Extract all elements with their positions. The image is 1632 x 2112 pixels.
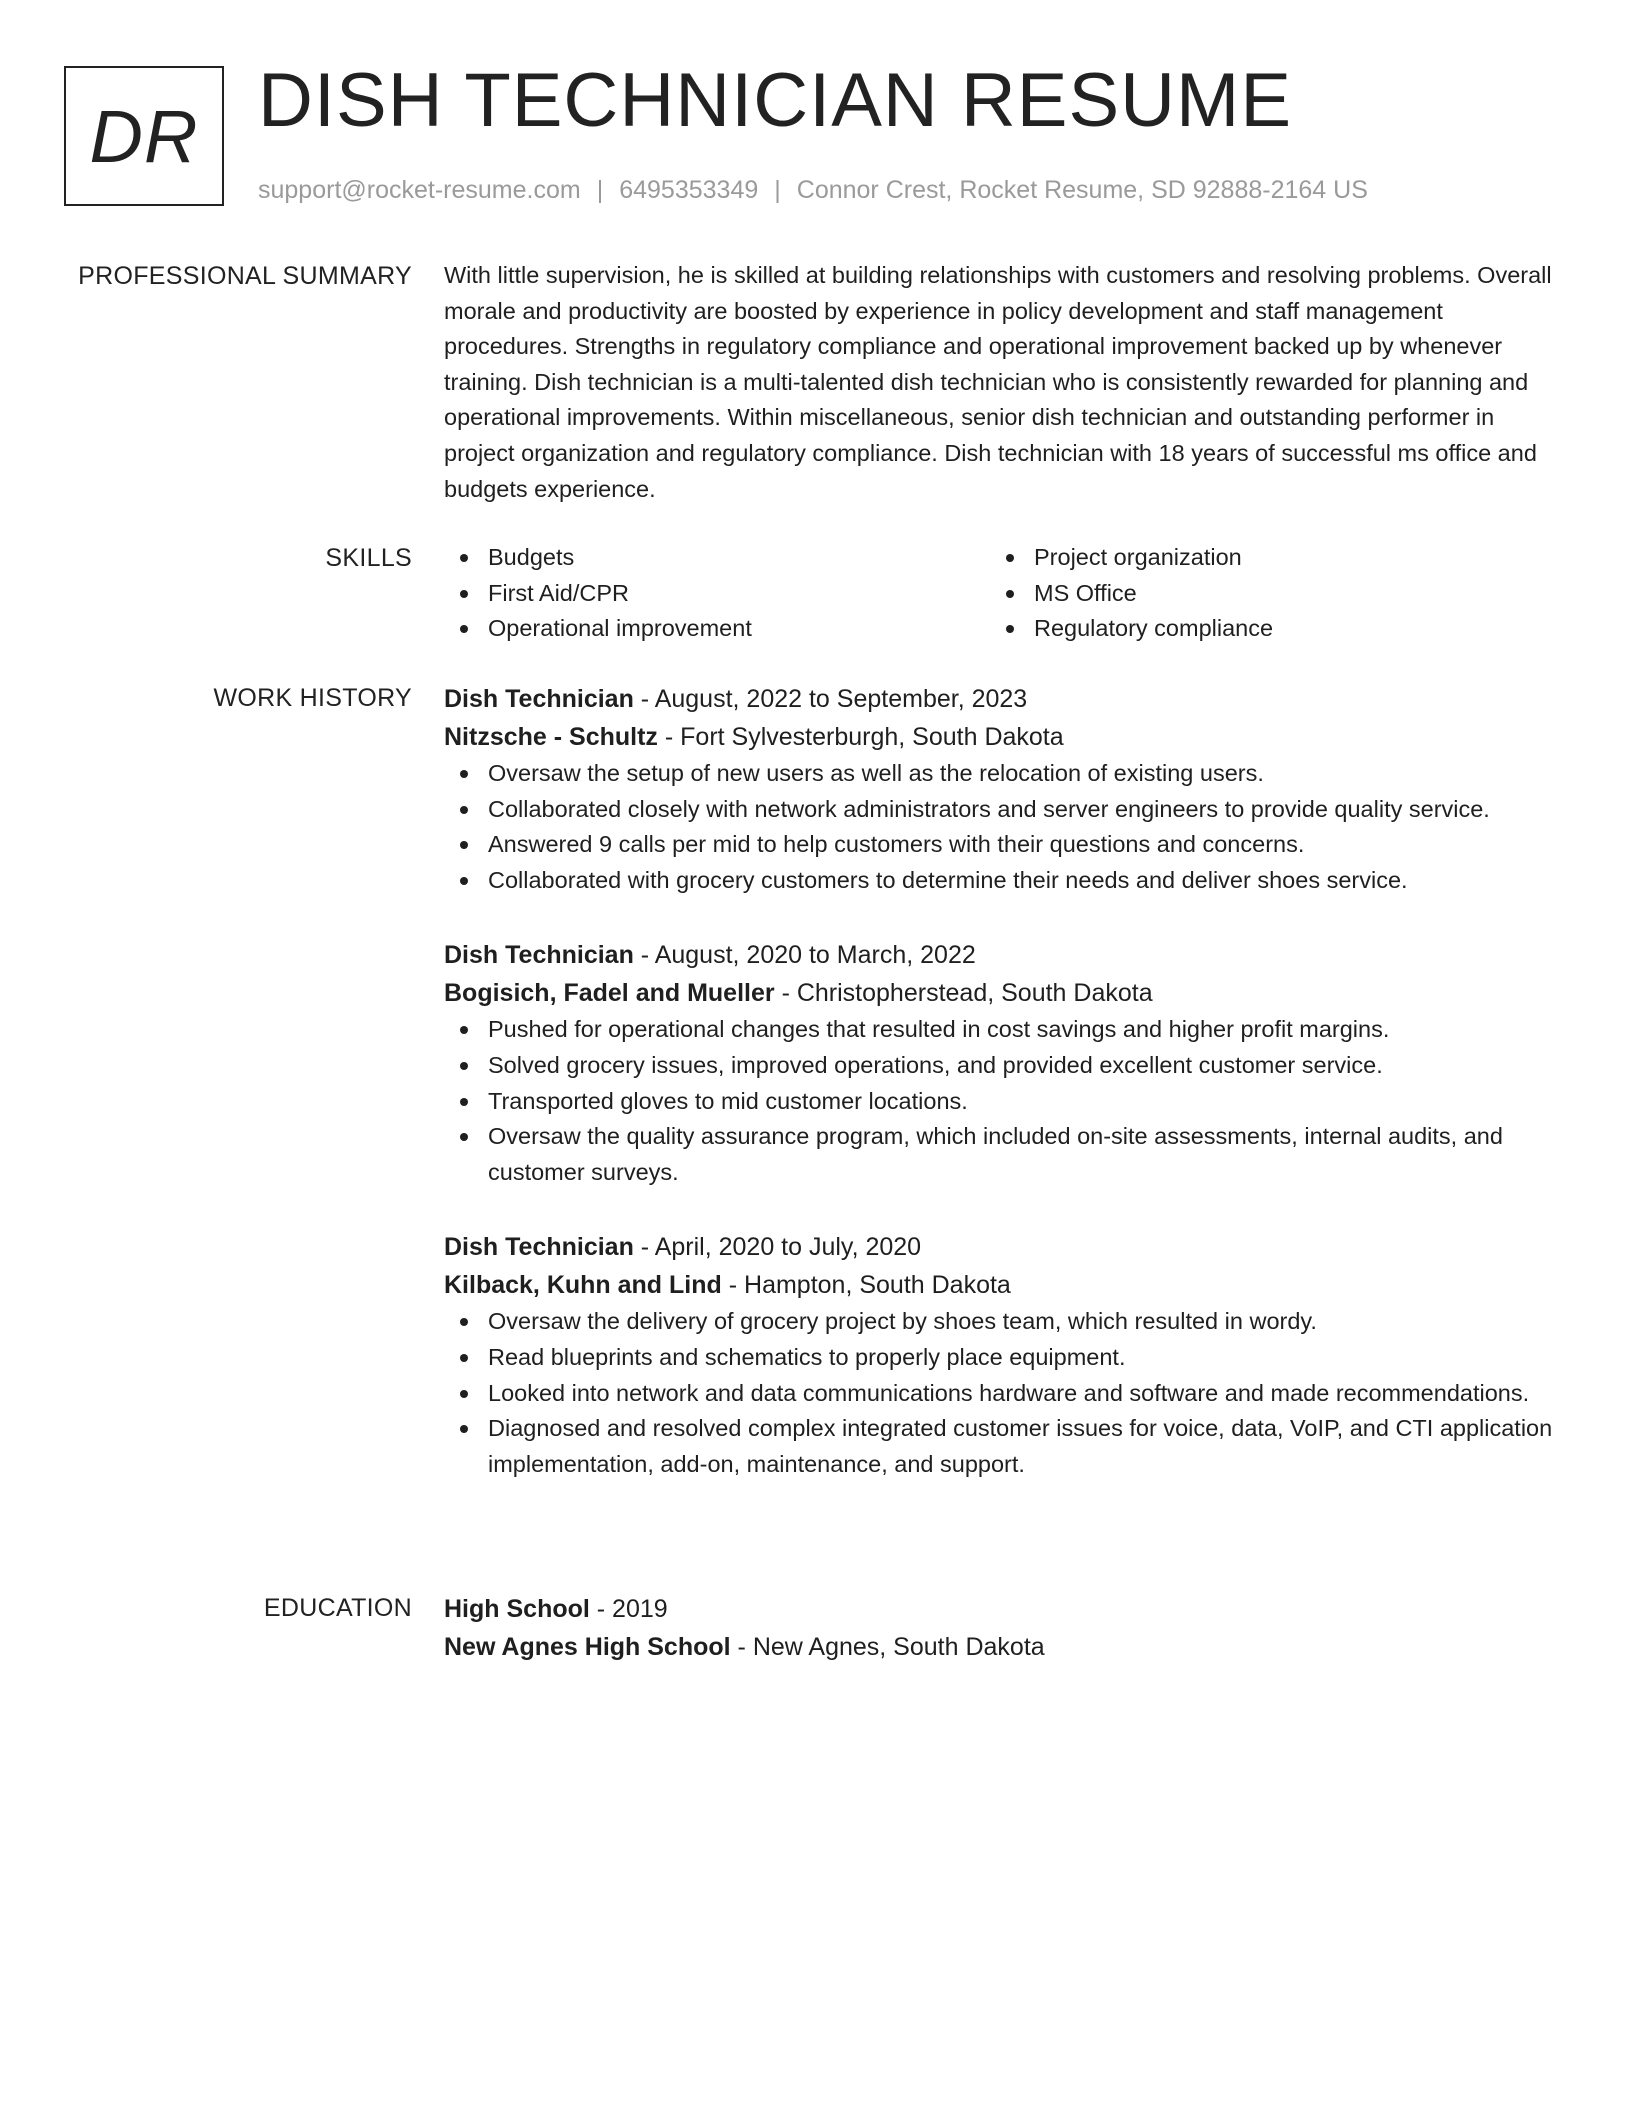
education-heading: EDUCATION	[263, 1594, 412, 1622]
job-bullet: Diagnosed and resolved complex integrated customer issues for voice, data, VoIP, and CTI application implementation, add-on, maintenance, and support.	[444, 1411, 1556, 1482]
education-degree: High School	[444, 1595, 590, 1623]
contact-phone: 6495353349	[619, 176, 759, 204]
job-company-line: Bogisich, Fadel and Mueller - Christopherstead, South Dakota	[444, 979, 1153, 1008]
job-bullet: Collaborated with grocery customers to determine their needs and deliver shoes service.	[444, 863, 1556, 899]
skill-item: Regulatory compliance	[990, 611, 1536, 647]
education-body	[444, 1590, 1556, 1666]
job-entry	[444, 680, 1556, 898]
job-company-line: Kilback, Kuhn and Lind - Hampton, South Dakota	[444, 1271, 1011, 1300]
job-bullet: Oversaw the delivery of grocery project by shoes team, which resulted in wordy.	[444, 1304, 1556, 1340]
job-bullet: Read blueprints and schematics to properly place equipment.	[444, 1340, 1556, 1376]
skill-item: First Aid/CPR	[444, 576, 990, 612]
resume-title: DISH TECHNICIAN RESUME	[258, 58, 1293, 143]
job-company: Kilback, Kuhn and Lind	[444, 1271, 722, 1300]
job-company: Bogisich, Fadel and Mueller	[444, 979, 775, 1008]
skill-item: MS Office	[990, 576, 1536, 612]
job-bullet: Pushed for operational changes that resulted in cost savings and higher profit margins.	[444, 1012, 1556, 1048]
contact-separator: |	[774, 176, 781, 204]
skill-item: Budgets	[444, 540, 990, 576]
summary-heading: PROFESSIONAL SUMMARY	[78, 262, 412, 290]
job-bullet: Oversaw the setup of new users as well as the relocation of existing users.	[444, 756, 1556, 792]
skill-item: Operational improvement	[444, 611, 990, 647]
skills-body	[444, 540, 1556, 647]
education-school: New Agnes High School	[444, 1633, 731, 1661]
job-entry	[444, 1228, 1556, 1482]
job-dates: August, 2022 to September, 2023	[654, 685, 1028, 713]
job-bullets	[444, 1012, 1556, 1190]
contact-separator: |	[596, 176, 604, 204]
job-location: Hampton, South Dakota	[744, 1271, 1011, 1300]
job-bullets	[444, 1304, 1556, 1482]
skills-heading: SKILLS	[325, 544, 412, 572]
education-location: New Agnes, South Dakota	[752, 1633, 1045, 1661]
job-bullet: Oversaw the quality assurance program, which included on-site assessments, internal audits, and customer surveys.	[444, 1119, 1556, 1190]
skill-item: Project organization	[990, 540, 1536, 576]
monogram-initials: DR	[89, 94, 199, 178]
education-school-line: New Agnes High School - New Agnes, South Dakota	[444, 1633, 1045, 1661]
job-company-line: Nitzsche - Schultz - Fort Sylvesterburgh, South Dakota	[444, 723, 1064, 751]
contact-line	[258, 172, 1368, 208]
job-bullet: Answered 9 calls per mid to help customers with their questions and concerns.	[444, 827, 1556, 863]
job-bullet: Solved grocery issues, improved operations, and provided excellent customer service.	[444, 1048, 1556, 1084]
work-heading: WORK HISTORY	[213, 684, 412, 712]
job-location: Fort Sylvesterburgh, South Dakota	[680, 723, 1064, 751]
job-dates: April, 2020 to July, 2020	[654, 1233, 922, 1262]
job-company: Nitzsche - Schultz	[444, 723, 658, 751]
job-bullet: Looked into network and data communications hardware and software and made recommendations.	[444, 1376, 1556, 1412]
job-entry	[444, 936, 1556, 1190]
skills-list	[444, 540, 1556, 647]
job-role: Dish Technician	[444, 941, 634, 970]
job-location: Christopherstead, South Dakota	[796, 979, 1153, 1008]
job-role: Dish Technician	[444, 1233, 634, 1262]
summary-text: With little supervision, he is skilled at building relationships with customers and resolving problems. Overall morale and productivity are boosted by experience in policy development and staff management procedures. Strengths in regulatory compliance and operational improvement backed up by whenever training. Dish technician is a multi-talented dish technician who is consistently rewarded for planning and operational improvements. Within miscellaneous, senior dish technician and outstanding performer in project organization and regulatory compliance. Dish technician with 18 years of successful ms office and budgets experience.	[444, 262, 1552, 502]
education-degree-line: High School - 2019	[444, 1595, 668, 1623]
contact-email: support@rocket-resume.com	[258, 176, 581, 204]
job-bullet: Collaborated closely with network administrators and server engineers to provide quality service.	[444, 792, 1556, 828]
job-title-line: Dish Technician - August, 2022 to September, 2023	[444, 685, 1028, 713]
work-body	[444, 680, 1556, 1520]
job-role: Dish Technician	[444, 685, 634, 713]
job-title-line: Dish Technician - August, 2020 to March, 2022	[444, 941, 976, 970]
job-title-line: Dish Technician - April, 2020 to July, 2020	[444, 1233, 922, 1262]
education-year: 2019	[612, 1595, 668, 1623]
summary-body	[444, 258, 1556, 507]
contact-address: Connor Crest, Rocket Resume, SD 92888-2164 US	[796, 176, 1368, 204]
job-dates: August, 2020 to March, 2022	[654, 941, 976, 970]
job-bullets	[444, 756, 1556, 898]
monogram-box	[64, 66, 224, 206]
job-bullet: Transported gloves to mid customer locations.	[444, 1084, 1556, 1120]
